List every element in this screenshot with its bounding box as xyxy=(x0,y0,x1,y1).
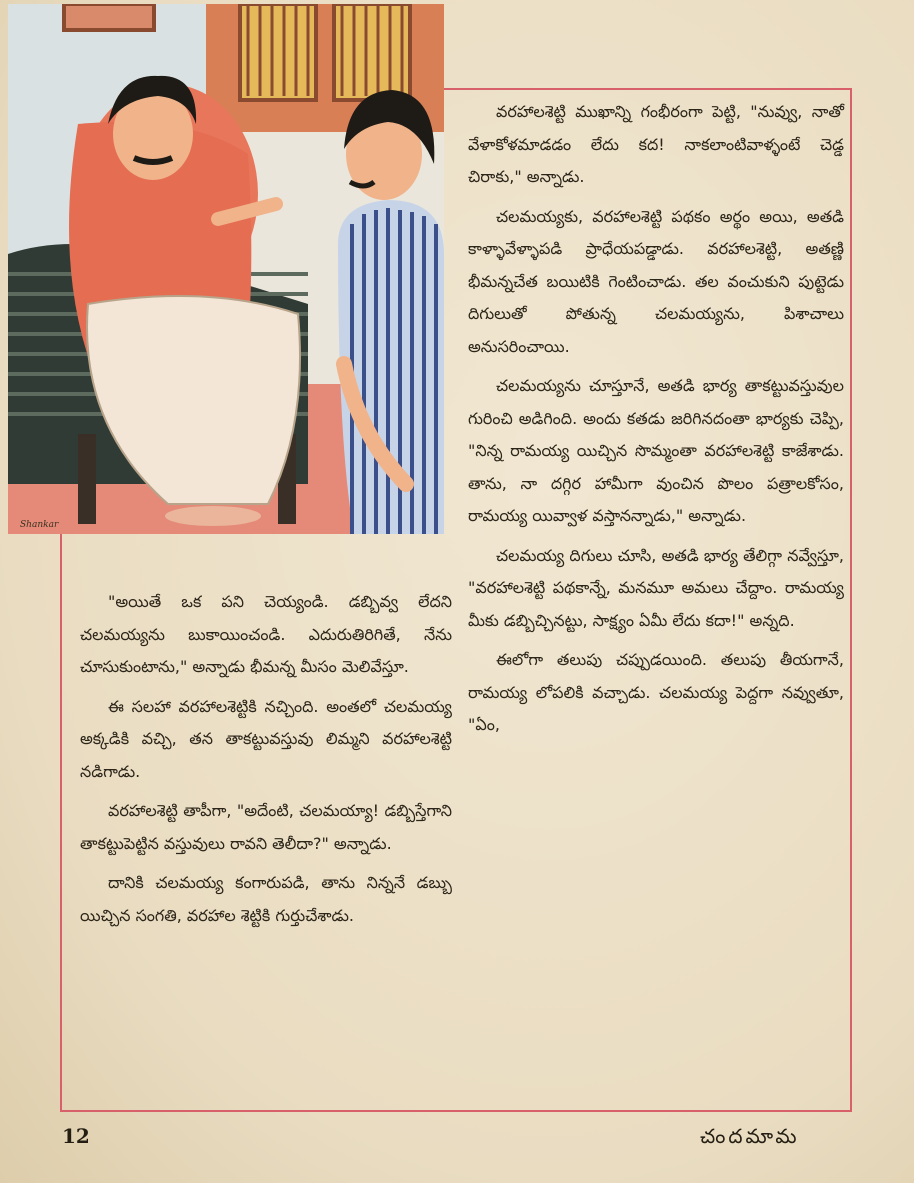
paragraph: వరహాలశెట్టి తాపీగా, "అదేంటి, చలమయ్యా! డబ్బిస్తేగాని తాకట్టుపెట్టిన వస్తువులు రావని తెలీదా?" అన్నాడు. xyxy=(80,801,452,853)
page-number: 12 xyxy=(62,1124,90,1148)
story-illustration xyxy=(8,4,444,534)
paragraph: చలమయ్యను చూస్తూనే, అతడి భార్య తాకట్టువస్తువుల గురించి అడిగింది. అందు కతడు జరిగినదంతా భార్యకు చెప్పి, "నిన్న రామయ్య యిచ్చిన సొమ్మంతా వరహాలశెట్టి కాజేశాడు. తాను, నా దగ్గిర హామీగా వుంచిన పొలం పత్రాలకోసం, రామయ్య యివ్వాళ వస్తానన్నాడు," అన్నాడు. xyxy=(468,376,844,525)
paragraph: దానికి చలమయ్య కంగారుపడి, తాను నిన్ననే డబ్బు యిచ్చిన సంగతి, వరహాల శెట్టికి గుర్తుచేశాడు. xyxy=(80,873,452,925)
illustration-drawing xyxy=(8,4,444,534)
paragraph: చలమయ్యకు, వరహాలశెట్టి పథకం అర్థం అయి, అతడి కాళ్ళావేళ్ళాపడి ప్రాధేయపడ్డాడు. వరహాలశెట్టి, అతణ్ణి భీమన్నచేత బయిటికి గెంటించాడు. తల వంచుకుని పుట్టెడు దిగులుతో పోతున్న చలమయ్యను, పిశాచాలు అనుసరించాయి. xyxy=(468,206,844,356)
right-text-column xyxy=(468,96,844,749)
paragraph: చలమయ్య దిగులు చూసి, అతడి భార్య తేలిగ్గా నవ్వేస్తూ, "వరహాలశెట్టి పథకాన్నే, మనమూ అమలు చేద్దాం. రామయ్య మీకు డబ్బిచ్చినట్టు, సాక్ష్యం ఏమీ లేదు కదా!" అన్నది. xyxy=(468,545,844,630)
paragraph: ఈలోగా తలుపు చప్పుడయింది. తలుపు తీయగానే, రామయ్య లోపలికి వచ్చాడు. చలమయ్య పెద్దగా నవ్వుతూ, "ఏం, xyxy=(468,650,844,734)
paragraph: "అయితే ఒక పని చెయ్యండి. డబ్బివ్వ లేదని చలమయ్యను బుకాయించండి. ఎదురుతిరిగితే, నేను చూసుకుంటాను," అన్నాడు భీమన్న మీసం మెలివేస్తూ. xyxy=(80,592,452,676)
left-text-column xyxy=(80,586,452,939)
paragraph: వరహాలశెట్టి ముఖాన్ని గంభీరంగా పెట్టి, "నువ్వు, నాతో వేళాకోళమాడడం లేదు కద! నాకలాంటివాళ్ళంటే చెడ్డ చిరాకు," అన్నాడు. xyxy=(468,102,844,186)
illustrator-signature: Shankar xyxy=(20,520,59,530)
magazine-name: చందమామ xyxy=(700,1124,800,1148)
paragraph: ఈ సలహా వరహాలశెట్టికి నచ్చింది. అంతలో చలమయ్య అక్కడికి వచ్చి, తన తాకట్టువస్తువు లిమ్మని వరహాలశెట్టి నడిగాడు. xyxy=(80,696,452,781)
